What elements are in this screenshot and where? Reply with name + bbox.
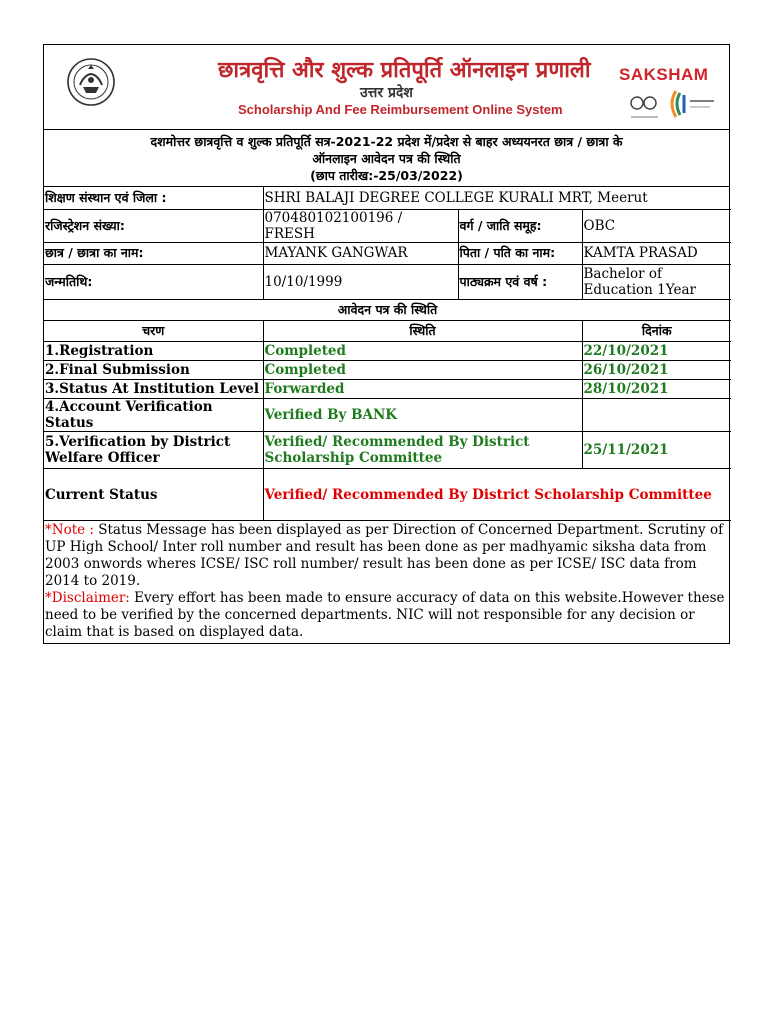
digital-india-logo-icon: [628, 87, 718, 123]
header-title-hindi: छात्रवृत्ति और शुल्क प्रतिपूर्ति ऑनलाइन प्रणाली: [218, 58, 591, 83]
status-sheet: [43, 44, 730, 644]
print-date: (छाप तारीख:-25/03/2022): [310, 168, 463, 183]
table-row: [44, 187, 731, 209]
session-heading: [44, 130, 729, 187]
category-value: OBC: [582, 209, 731, 242]
date-cell: [582, 399, 731, 432]
table-row: [44, 300, 731, 321]
dob-value: 10/10/1999: [263, 264, 458, 299]
student-name-label: छात्र / छात्रा का नाम:: [44, 242, 263, 264]
saksham-label: SAKSHAM: [619, 65, 709, 84]
student-name-value: MAYANK GANGWAR: [263, 242, 458, 264]
table-header-row: [44, 321, 731, 342]
status-cell: Verified/ Recommended By District Scholarship Committee: [263, 432, 582, 469]
table-row: [44, 380, 731, 399]
disclaimer-text: Every effort has been made to ensure accuracy of data on this website.However these need to be verified by the concerned departments. NIC will not responsible for any decision or claim that is based on displayed data.: [45, 590, 725, 640]
header-subtitle-hindi: उत्तर प्रदेश: [360, 85, 413, 101]
note-text: Status Message has been displayed as per Direction of Concerned Department. Scrutiny of UP High School/ Inter roll number and result has been done as per madhyamic siksha data from 2003 onwords wheres ICSE/ ISC roll number/ result has been done as per ICSE/ ISC data from 2014 to 2019.: [45, 522, 724, 589]
institution-value: SHRI BALAJI DEGREE COLLEGE KURALI MRT, Meerut: [263, 187, 731, 209]
category-label: वर्ग / जाति समूह:: [458, 209, 582, 242]
note-key: *Note :: [45, 522, 94, 538]
column-header-status: स्थिति: [263, 321, 582, 342]
stage-cell: 1.Registration: [44, 342, 263, 361]
up-emblem-icon: [66, 57, 116, 107]
current-status-value: Verified/ Recommended By District Scholarship Committee: [263, 469, 731, 521]
dob-label: जन्मतिथि:: [44, 264, 263, 299]
status-table: [44, 300, 731, 522]
stage-cell: 5.Verification by District Welfare Officer: [44, 432, 263, 469]
status-cell: Completed: [263, 361, 582, 380]
registration-value: 070480102100196 / FRESH: [263, 209, 458, 242]
details-table: [44, 187, 731, 300]
father-name-label: पिता / पति का नाम:: [458, 242, 582, 264]
institution-label: शिक्षण संस्थान एवं जिला :: [44, 187, 263, 209]
session-line-2: ऑनलाइन आवेदन पत्र की स्थिति: [312, 151, 461, 166]
page-header: [44, 45, 729, 130]
column-header-date: दिनांक: [582, 321, 731, 342]
table-row: [44, 264, 731, 299]
status-cell: Verified By BANK: [263, 399, 582, 432]
registration-label: रजिस्ट्रेशन संख्या:: [44, 209, 263, 242]
stage-cell: 4.Account Verification Status: [44, 399, 263, 432]
date-cell: 22/10/2021: [582, 342, 731, 361]
stage-cell: 3.Status At Institution Level: [44, 380, 263, 399]
date-cell: 28/10/2021: [582, 380, 731, 399]
date-cell: 25/11/2021: [582, 432, 731, 469]
stage-cell: 2.Final Submission: [44, 361, 263, 380]
date-cell: 26/10/2021: [582, 361, 731, 380]
current-status-label: Current Status: [44, 469, 263, 521]
course-value: Bachelor of Education 1Year: [582, 264, 731, 299]
course-label: पाठ्यक्रम एवं वर्ष :: [458, 264, 582, 299]
table-row: [44, 342, 731, 361]
table-row: [44, 432, 731, 469]
current-status-row: [44, 469, 731, 521]
status-cell: Forwarded: [263, 380, 582, 399]
table-row: [44, 399, 731, 432]
table-row: [44, 209, 731, 242]
table-row: [44, 361, 731, 380]
header-title-english: Scholarship And Fee Reimbursement Online System: [238, 102, 563, 117]
disclaimer-key: *Disclaimer:: [45, 590, 130, 606]
status-cell: Completed: [263, 342, 582, 361]
session-line-1: दशमोत्तर छात्रवृत्ति व शुल्क प्रतिपूर्ति सत्र-2021-22 प्रदेश में/प्रदेश से बाहर अध्ययनरत छात्र / छात्रा के: [150, 134, 623, 149]
table-row: [44, 242, 731, 264]
status-heading: आवेदन पत्र की स्थिति: [44, 300, 731, 321]
column-header-stage: चरण: [44, 321, 263, 342]
father-name-value: KAMTA PRASAD: [582, 242, 731, 264]
note-section: [44, 521, 729, 643]
